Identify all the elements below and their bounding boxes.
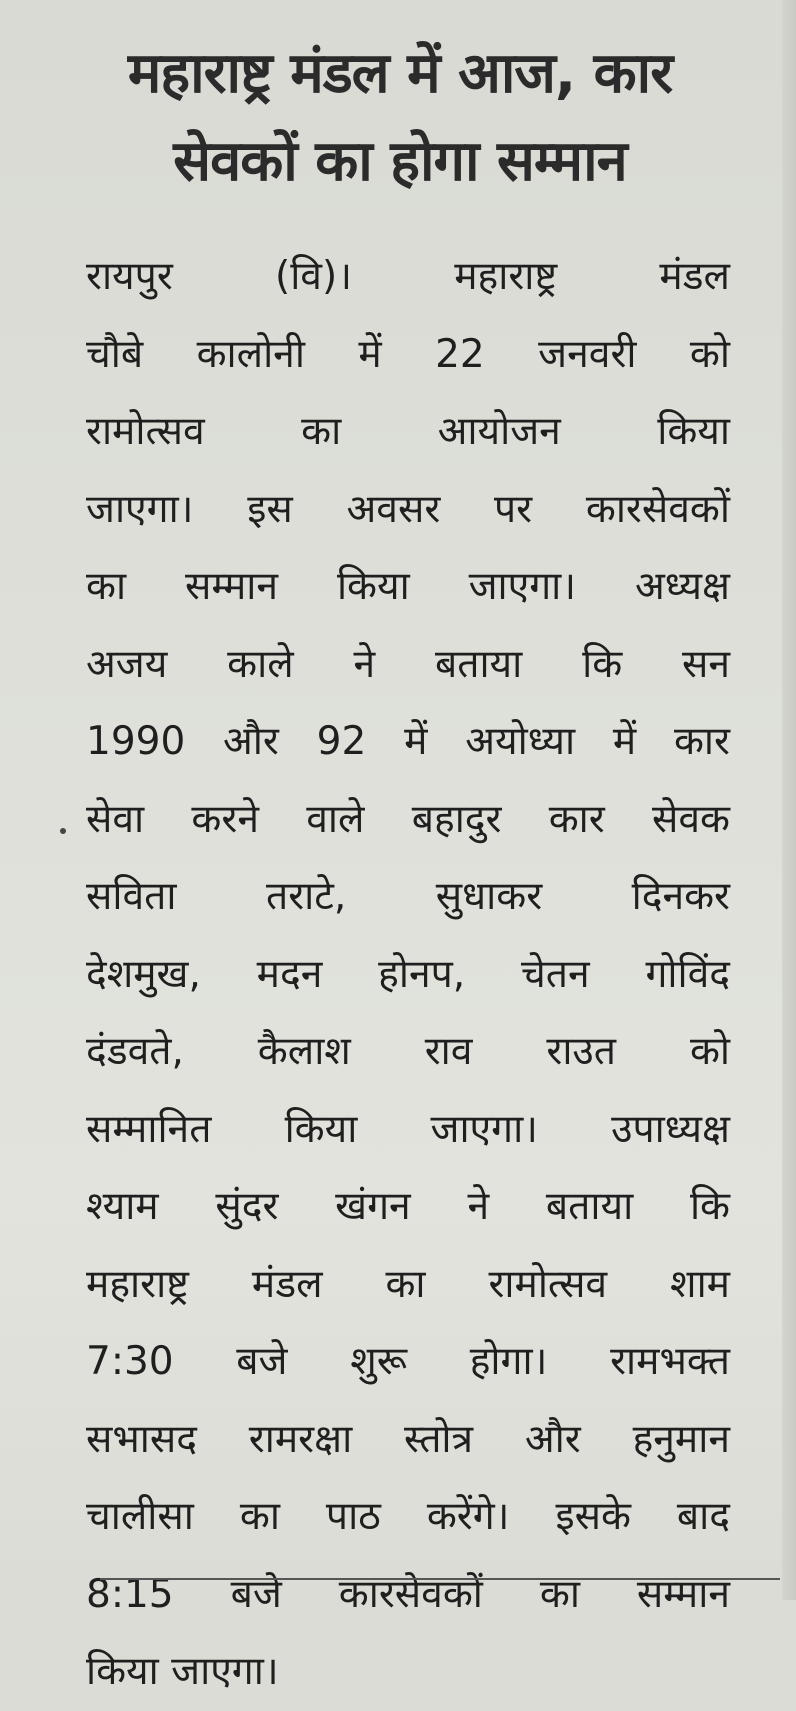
body-line: 8:15 बजे कारसेवकों का सम्मान bbox=[86, 1571, 730, 1617]
body-line: दंडवते, कैलाश राव राउत को bbox=[86, 1029, 730, 1074]
body-line: 1990 और 92 में अयोध्या में कार bbox=[86, 719, 730, 764]
body-line: 7:30 बजे शुरू होगा। रामभक्त bbox=[86, 1339, 730, 1384]
body-line: सम्मानित किया जाएगा। उपाध्यक्ष bbox=[86, 1106, 730, 1152]
body-line: चालीसा का पाठ करेंगे। इसके बाद bbox=[86, 1494, 730, 1539]
body-line: सेवा करने वाले बहादुर कार सेवक bbox=[86, 796, 730, 842]
body-line: चौबे कालोनी में 22 जनवरी को bbox=[86, 331, 730, 377]
headline-line: महाराष्ट्र मंडल में आज, कार bbox=[127, 41, 673, 106]
body-line: श्याम सुंदर खंगन ने बताया कि bbox=[86, 1184, 730, 1229]
paper-edge bbox=[782, 0, 796, 1600]
headline-line: सेवकों का होगा सम्मान bbox=[173, 129, 627, 194]
column-rule bbox=[100, 1578, 780, 1580]
article-body bbox=[86, 238, 730, 1711]
body-line: सविता तराटे, सुधाकर दिनकर bbox=[86, 874, 730, 919]
body-line: जाएगा। इस अवसर पर कारसेवकों bbox=[86, 486, 730, 532]
body-line: अजय काले ने बताया कि सन bbox=[86, 641, 730, 687]
headline bbox=[60, 30, 740, 206]
print-speck bbox=[60, 828, 66, 834]
body-line: रामोत्सव का आयोजन किया bbox=[86, 409, 730, 454]
body-line: किया जाएगा। bbox=[86, 1649, 279, 1694]
body-line: का सम्मान किया जाएगा। अध्यक्ष bbox=[86, 564, 730, 609]
body-line: रायपुर (वि)। महाराष्ट्र मंडल bbox=[86, 254, 730, 299]
body-line: सभासद रामरक्षा स्तोत्र और हनुमान bbox=[86, 1416, 730, 1462]
body-line: महाराष्ट्र मंडल का रामोत्सव शाम bbox=[86, 1261, 730, 1307]
body-line: देशमुख, मदन होनप, चेतन गोविंद bbox=[86, 951, 730, 997]
